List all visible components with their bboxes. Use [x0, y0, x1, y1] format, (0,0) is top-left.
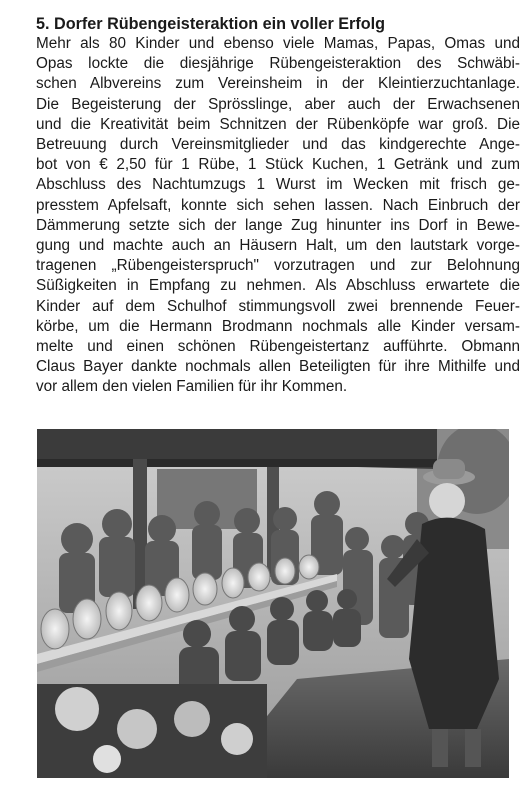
- body-line: bot von € 2,50 für 1 Rübe, 1 Stück Kuchen, 1 Getränk und zum: [36, 156, 520, 174]
- body-line: gung und machte auch an Häusern Halt, um den lautstark vorge-: [36, 237, 520, 255]
- body-line: schen Albvereins zum Vereinsheim in der Kleintierzuchtanlage.: [36, 75, 520, 93]
- article-headline: 5. Dorfer Rübengeisteraktion ein voller Erfolg: [36, 15, 386, 33]
- body-line: Abschluss des Nachtumzugs 1 Wurst im Wecken mit frisch ge-: [36, 176, 520, 194]
- article: [36, 14, 520, 398]
- body-line: Claus Bayer dankte nochmals allen Beteiligten für ihre Mithilfe und: [36, 358, 520, 376]
- body-line: Dämmerung setzte sich der lange Zug hinunter ins Dorf in Bewe-: [36, 216, 520, 234]
- body-line: Die Begeisterung der Sprösslinge, aber auch der Erwachsenen: [36, 95, 520, 113]
- article-photo: [37, 429, 509, 778]
- body-line: Opas lockte die diesjährige Rübengeisteraktion des Schwäbi-: [36, 55, 520, 73]
- body-line: Mehr als 80 Kinder und ebenso viele Mamas, Papas, Omas und: [36, 35, 520, 52]
- body-line: melte und einen schönen Rübengeistertanz aufführte. Obmann: [36, 338, 520, 356]
- body-line: tragenen „Rübengeisterspruch" vorzutragen und zur Belohnung: [36, 257, 520, 275]
- body-line: Süßigkeiten in Empfang zu nehmen. Als Abschluss erwartete die: [36, 277, 520, 295]
- body-line: presstem Apfelsaft, konnte sich sehen lassen. Nach Einbruch der: [36, 196, 520, 214]
- article-body: [36, 34, 520, 398]
- body-line: Betreuung durch Vereinsmitglieder und das kindgerechte Ange-: [36, 136, 520, 154]
- body-line: körbe, um die Hermann Brodmann nochmals alle Kinder versam-: [36, 317, 520, 335]
- photo-scene-icon: [37, 429, 509, 778]
- body-line: und die Kreativität beim Schnitzen der Rübenköpfe war groß. Die: [36, 115, 520, 133]
- body-line: Kinder auf dem Schulhof stimmungsvoll zwei brennende Feuer-: [36, 297, 520, 315]
- body-line: vor allem den vielen Familien für ihr Kommen.: [36, 378, 348, 396]
